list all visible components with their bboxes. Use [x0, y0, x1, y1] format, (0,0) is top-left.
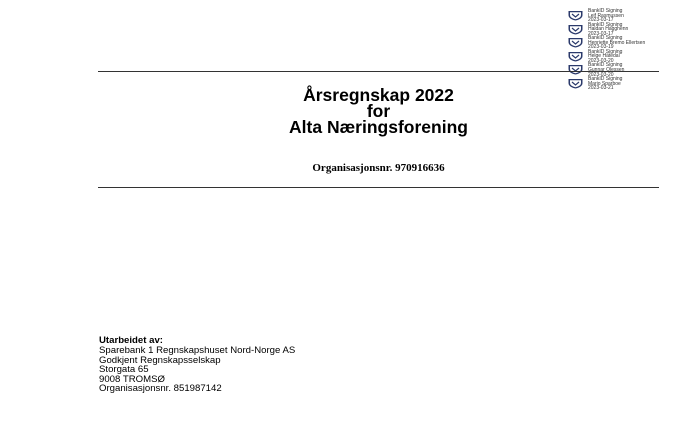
bankid-shield-icon: [567, 51, 584, 62]
signature-label: BankID Signing: [588, 75, 623, 82]
signature-date: 2023-03-20: [588, 71, 614, 78]
bankid-shield-icon: [567, 24, 584, 35]
bankid-shield-icon: [567, 64, 584, 75]
document-title: [98, 87, 659, 135]
signature-date: 2023-03-21: [588, 85, 614, 92]
signature-label: BankID Signing: [588, 21, 623, 28]
signature-list: [567, 9, 687, 91]
signature-date: 2023-03-17: [588, 30, 614, 37]
signature-entry: [567, 50, 687, 63]
signer-name: Leif Rasmussen: [588, 12, 624, 19]
title-line-1: Årsregnskap 2022: [303, 85, 454, 105]
bankid-shield-icon: [567, 10, 584, 21]
prepared-by-line: 9008 TROMSØ: [99, 373, 165, 385]
title-line-2: for: [366, 101, 391, 121]
bottom-divider: [98, 187, 659, 188]
bankid-shield-icon: [567, 37, 584, 48]
organization-number: Organisasjonsnr. 970916636: [312, 162, 445, 174]
prepared-by-line: Storgata 65: [99, 364, 149, 376]
prepared-by-block: [99, 336, 295, 394]
signature-entry: [567, 36, 687, 49]
signature-entry: [567, 23, 687, 36]
signer-name: Mario Sparboe: [588, 80, 621, 87]
signer-name: Henriette Bremo Ellertsen: [588, 39, 646, 46]
prepared-by-heading: Utarbeidet av:: [99, 335, 163, 346]
prepared-by-line: Organisasjonsnr. 851987142: [99, 383, 222, 395]
signature-text: [588, 9, 624, 23]
top-divider: [98, 71, 659, 72]
signature-date: 2023-03-19: [588, 44, 614, 51]
title-line-3: Alta Næringsforening: [289, 117, 468, 137]
signature-label: BankID Signing: [588, 48, 623, 55]
signature-entry: [567, 9, 687, 22]
signature-date: 2023-03-20: [588, 57, 614, 64]
signature-date: 2023-03-17: [588, 17, 614, 24]
signer-name: Haldan Hagghenn: [588, 26, 629, 33]
signature-entry: [567, 63, 687, 76]
signature-label: BankID Signing: [588, 35, 623, 42]
signature-label: BankID Signing: [588, 62, 623, 69]
prepared-by-line: Godkjent Regnskapsselskap: [99, 354, 221, 366]
signer-name: Helge Hätedal: [588, 53, 620, 60]
signature-text: [588, 36, 645, 50]
signer-name: Gunnar Olessen: [588, 66, 625, 73]
signature-label: BankID Signing: [588, 8, 623, 14]
prepared-by-line: Sparebank 1 Regnskapshuset Nord-Norge AS: [99, 344, 296, 356]
